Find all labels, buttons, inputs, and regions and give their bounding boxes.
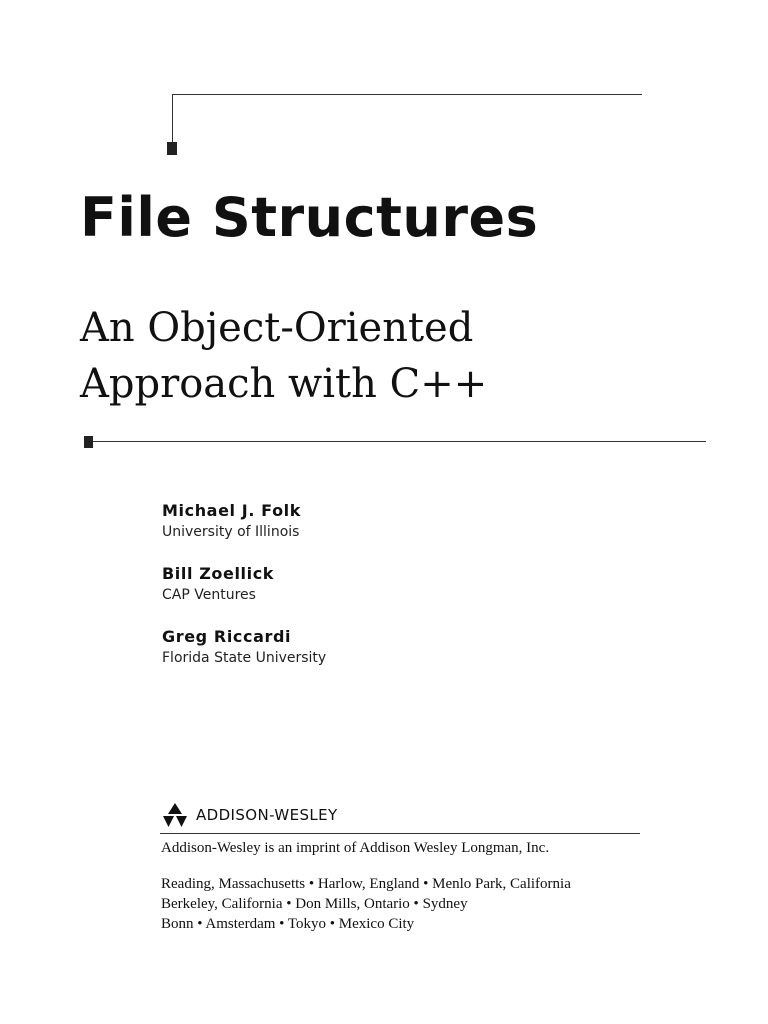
divider-line bbox=[93, 441, 706, 442]
book-title: File Structures bbox=[80, 186, 539, 249]
top-rule-line bbox=[172, 94, 642, 95]
author-affiliation: University of Illinois bbox=[162, 524, 300, 540]
author-name: Bill Zoellick bbox=[162, 564, 275, 583]
divider-square-mark bbox=[84, 436, 93, 448]
publisher-rule bbox=[160, 833, 640, 834]
publisher-cities bbox=[161, 874, 571, 934]
author-name: Michael J. Folk bbox=[162, 501, 301, 520]
publisher-block bbox=[162, 802, 338, 828]
top-bracket-stem bbox=[172, 94, 173, 144]
addison-wesley-logo-icon bbox=[162, 802, 188, 828]
cities-line: Bonn • Amsterdam • Tokyo • Mexico City bbox=[161, 916, 415, 932]
book-subtitle bbox=[80, 300, 487, 412]
author-entry bbox=[162, 500, 582, 542]
author-entry bbox=[162, 563, 582, 605]
author-affiliation: Florida State University bbox=[162, 650, 327, 666]
cities-line: Berkeley, California • Don Mills, Ontario • Sydney bbox=[161, 896, 468, 912]
top-square-mark bbox=[167, 142, 177, 155]
author-name: Greg Riccardi bbox=[162, 627, 292, 646]
author-list bbox=[162, 500, 582, 689]
author-entry bbox=[162, 626, 582, 668]
subtitle-line-2: Approach with C++ bbox=[80, 361, 488, 407]
imprint-note: Addison-Wesley is an imprint of Addison Wesley Longman, Inc. bbox=[161, 840, 550, 856]
subtitle-line-1: An Object-Oriented bbox=[80, 305, 474, 351]
author-affiliation: CAP Ventures bbox=[162, 587, 256, 603]
cities-line: Reading, Massachusetts • Harlow, England • Menlo Park, California bbox=[161, 876, 571, 892]
publisher-name: ADDISON-WESLEY bbox=[196, 806, 338, 824]
